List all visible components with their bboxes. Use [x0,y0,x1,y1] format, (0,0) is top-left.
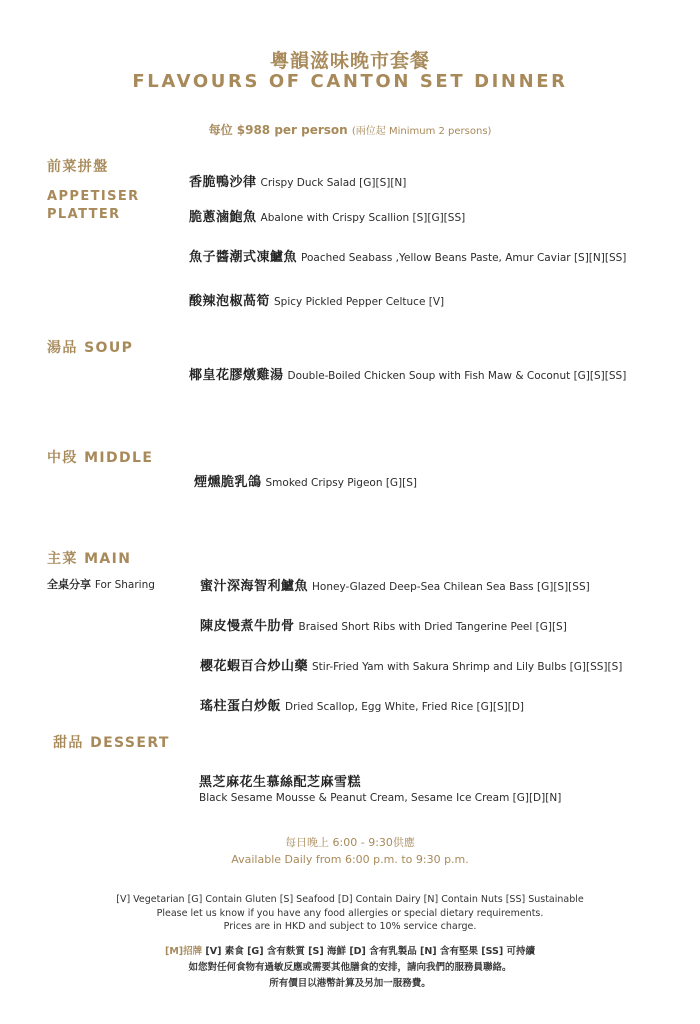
dish-name-en: Black Sesame Mousse & Peanut Cream, Sesame Ice Cream [G][D][N] [199,792,562,804]
section-label-soup: 湯品 SOUP [47,340,134,356]
dish-item [189,364,626,383]
dish-item [194,471,417,490]
menu-title-chinese: 粵韻滋味晚市套餐 [269,50,430,72]
dietary-legend-zh [0,944,700,960]
dish-name-en: Abalone with Crispy Scallion [S][G][SS] [260,212,466,224]
dish-name-zh: 香脆鴨沙律 [189,175,257,190]
price-line [0,121,700,138]
dish-item [199,771,561,804]
dish-name-zh: 魚子醬潮式凍鱸魚 [189,250,298,265]
dish-name-zh: 蜜汁深海智利鱸魚 [200,579,309,594]
dish-name-zh: 瑤柱蛋白炒飯 [200,699,282,714]
dish-name-zh: 椰皇花膠燉雞湯 [189,368,284,383]
sharing-note-zh: 全桌分享 [47,578,91,591]
signature-mark: [M]招牌 [164,946,203,957]
dish-name-en: Poached Seabass ,Yellow Beans Paste, Amur Caviar [S][N][SS] [301,252,627,264]
dish-name-en: Double-Boiled Chicken Soup with Fish Maw & Coconut [G][S][SS] [287,370,627,382]
dish-name-zh: 陳皮慢煮牛肋骨 [200,619,295,634]
dish-name-en: Crispy Duck Salad [G][S][N] [260,177,407,189]
price-main: 每位 $988 per person [208,123,348,137]
section-label-main: 主菜 MAIN [47,551,132,567]
menu-title-english: FLAVOURS OF CANTON SET DINNER [132,71,568,92]
dish-name-zh: 酸辣泡椒萵筍 [189,294,271,309]
availability-en: Available Daily from 6:00 p.m. to 9:30 p.m. [231,853,469,866]
section-label-appetiser-en-2: PLATTER [47,207,121,222]
service-charge-note-zh: 所有價目以港幣計算及另加一服務費。 [269,978,431,989]
sharing-note [47,576,155,592]
dish-name-en: Braised Short Ribs with Dried Tangerine Peel [G][S] [298,621,567,633]
dish-item [189,171,406,190]
section-label-dessert: 甜品 DESSERT [53,735,170,751]
dish-item [200,655,622,674]
dish-name-en: Spicy Pickled Pepper Celtuce [V] [274,296,445,308]
dish-item [200,695,524,714]
dish-name-en: Honey-Glazed Deep-Sea Chilean Sea Bass [G][S][SS] [312,581,590,593]
dish-item [189,206,465,225]
section-label-middle: 中段 MIDDLE [47,450,154,466]
dish-name-zh: 脆蔥滷鮑魚 [189,210,257,225]
dietary-legend-en: [V] Vegetarian [G] Contain Gluten [S] Seafood [D] Contain Dairy [N] Contain Nuts [SS] Sustainable [116,894,584,905]
dish-name-en: Stir-Fried Yam with Sakura Shrimp and Lily Bulbs [G][SS][S] [312,661,623,673]
sharing-note-en: For Sharing [94,579,155,591]
dish-name-en: Dried Scallop, Egg White, Fried Rice [G][S][D] [285,701,524,713]
allergy-note-zh: 如您對任何食物有過敏反應或需要其他膳食的安排，請向我們的服務員聯絡。 [188,962,512,973]
dish-name-en: Smoked Cripsy Pigeon [G][S] [265,477,418,489]
dish-name-zh: 煙燻脆乳鴿 [194,475,262,490]
dish-item [189,246,626,265]
dish-name-zh: 櫻花蝦百合炒山藥 [200,659,309,674]
dietary-legend-zh-text: [V] 素食 [G] 含有麩質 [S] 海鮮 [D] 含有乳製品 [N] 含有堅果 [SS] 可持續 [202,946,536,957]
section-label-appetiser-zh: 前菜拼盤 [47,159,109,175]
dish-item [200,575,590,594]
service-charge-note-en: Prices are in HKD and subject to 10% service charge. [223,921,477,932]
dish-item [189,290,444,309]
price-minimum-note: (兩位起 Minimum 2 persons) [351,126,492,137]
allergy-note-en: Please let us know if you have any food allergies or special dietary requirements. [156,908,544,919]
availability-zh: 每日晚上 6:00 - 9:30供應 [285,836,415,849]
dish-name-zh: 黑芝麻花生慕絲配芝麻雪糕 [199,775,362,790]
section-label-appetiser-en-1: APPETISER [47,189,140,204]
dish-item [200,615,567,634]
